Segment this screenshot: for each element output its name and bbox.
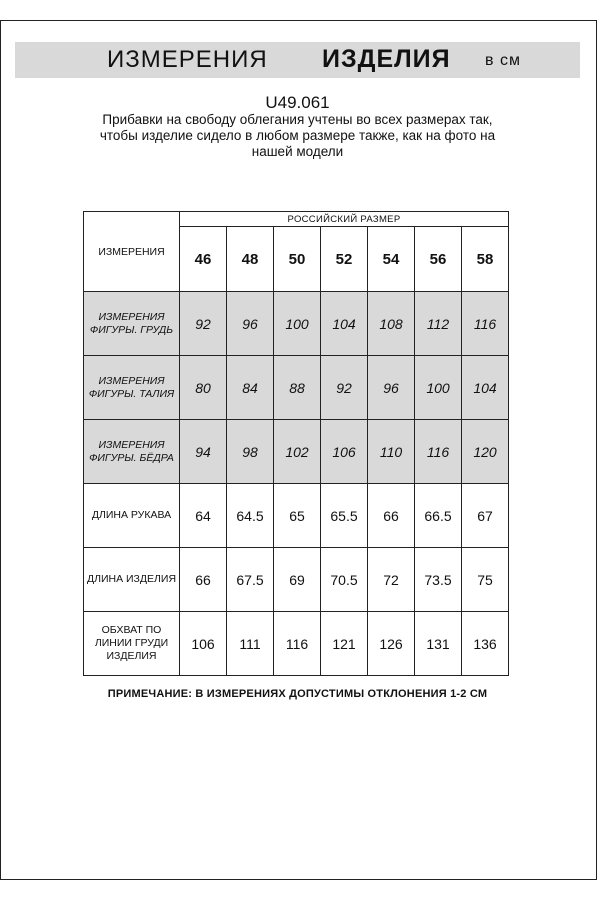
table-row: [84, 548, 509, 612]
value-cell: 96: [368, 356, 415, 420]
intro-note: [0, 112, 595, 160]
row-label: [84, 612, 180, 676]
value-cell: 80: [180, 356, 227, 420]
value-cell: 126: [368, 612, 415, 676]
value-cell: 69: [274, 548, 321, 612]
value-cell: 106: [180, 612, 227, 676]
row-label-line: ИЗМЕРЕНИЯ: [98, 310, 165, 323]
intro-line: Прибавки на свободу облегания учтены во всех размерах так,: [102, 112, 493, 127]
intro-line: чтобы изделие сидело в любом размере также, как на фото на: [99, 128, 496, 143]
value-cell: 66: [368, 484, 415, 548]
value-cell: 75: [462, 548, 509, 612]
value-cell: 65: [274, 484, 321, 548]
value-cell: 121: [321, 612, 368, 676]
table-row: [84, 484, 509, 548]
row-label: [84, 484, 180, 548]
value-cell: 98: [227, 420, 274, 484]
value-cell: 66: [180, 548, 227, 612]
size-header-48: 48: [227, 227, 274, 292]
intro-line: нашей модели: [251, 144, 344, 159]
value-cell: 112: [415, 292, 462, 356]
table-row: [84, 420, 509, 484]
value-cell: 64.5: [227, 484, 274, 548]
value-cell: 84: [227, 356, 274, 420]
title-main: ИЗМЕРЕНИЯ: [107, 46, 268, 73]
value-cell: 65.5: [321, 484, 368, 548]
size-header-50: 50: [274, 227, 321, 292]
row-label: [84, 356, 180, 420]
article-code: U49.061: [265, 93, 330, 112]
row-label-line: ИЗМЕРЕНИЯ: [98, 438, 165, 451]
row-label-line: ИЗМЕРЕНИЯ: [98, 374, 165, 387]
value-cell: 70.5: [321, 548, 368, 612]
value-cell: 100: [274, 292, 321, 356]
value-cell: 100: [415, 356, 462, 420]
title-bar: [15, 42, 580, 78]
row-label-line: ФИГУРЫ. БЁДРА: [89, 451, 174, 464]
value-cell: 88: [274, 356, 321, 420]
value-cell: 116: [462, 292, 509, 356]
value-cell: 104: [462, 356, 509, 420]
value-cell: 111: [227, 612, 274, 676]
value-cell: 131: [415, 612, 462, 676]
title-unit: в см: [485, 52, 521, 69]
row-label-line: ОБХВАТ ПО: [101, 624, 162, 636]
row-label-line: ЛИНИИ ГРУДИ: [94, 637, 169, 649]
value-cell: 116: [274, 612, 321, 676]
row-label: [84, 292, 180, 356]
row-label-line: ДЛИНА ИЗДЕЛИЯ: [86, 573, 177, 585]
size-header-54: 54: [368, 227, 415, 292]
value-cell: 104: [321, 292, 368, 356]
value-cell: 116: [415, 420, 462, 484]
size-header-46: 46: [180, 227, 227, 292]
title-bold: ИЗДЕЛИЯ: [322, 45, 451, 73]
size-header-56: 56: [415, 227, 462, 292]
value-cell: 120: [462, 420, 509, 484]
row-label-line: ИЗДЕЛИЯ: [106, 650, 157, 662]
size-group-header: РОССИЙСКИЙ РАЗМЕР: [180, 212, 509, 227]
table-row: [84, 356, 509, 420]
value-cell: 66.5: [415, 484, 462, 548]
value-cell: 106: [321, 420, 368, 484]
row-label-line: ФИГУРЫ. ГРУДЬ: [89, 323, 174, 336]
value-cell: 67.5: [227, 548, 274, 612]
table-row: [84, 292, 509, 356]
row-label-line: ДЛИНА РУКАВА: [91, 509, 172, 521]
row-label-line: ФИГУРЫ. ТАЛИЯ: [88, 387, 175, 400]
table-row: [84, 612, 509, 676]
size-header-58: 58: [462, 227, 509, 292]
value-cell: 136: [462, 612, 509, 676]
value-cell: 102: [274, 420, 321, 484]
value-cell: 96: [227, 292, 274, 356]
value-cell: 92: [321, 356, 368, 420]
value-cell: 110: [368, 420, 415, 484]
row-label: [84, 548, 180, 612]
value-cell: 67: [462, 484, 509, 548]
row-label: [84, 420, 180, 484]
value-cell: 73.5: [415, 548, 462, 612]
value-cell: 92: [180, 292, 227, 356]
footnote: ПРИМЕЧАНИЕ: В ИЗМЕРЕНИЯХ ДОПУСТИМЫ ОТКЛОНЕНИЯ 1-2 СМ: [107, 688, 488, 700]
value-cell: 108: [368, 292, 415, 356]
measure-header: ИЗМЕРЕНИЯ: [84, 212, 180, 292]
value-cell: 72: [368, 548, 415, 612]
size-header-52: 52: [321, 227, 368, 292]
size-table: [83, 211, 509, 676]
value-cell: 64: [180, 484, 227, 548]
value-cell: 94: [180, 420, 227, 484]
